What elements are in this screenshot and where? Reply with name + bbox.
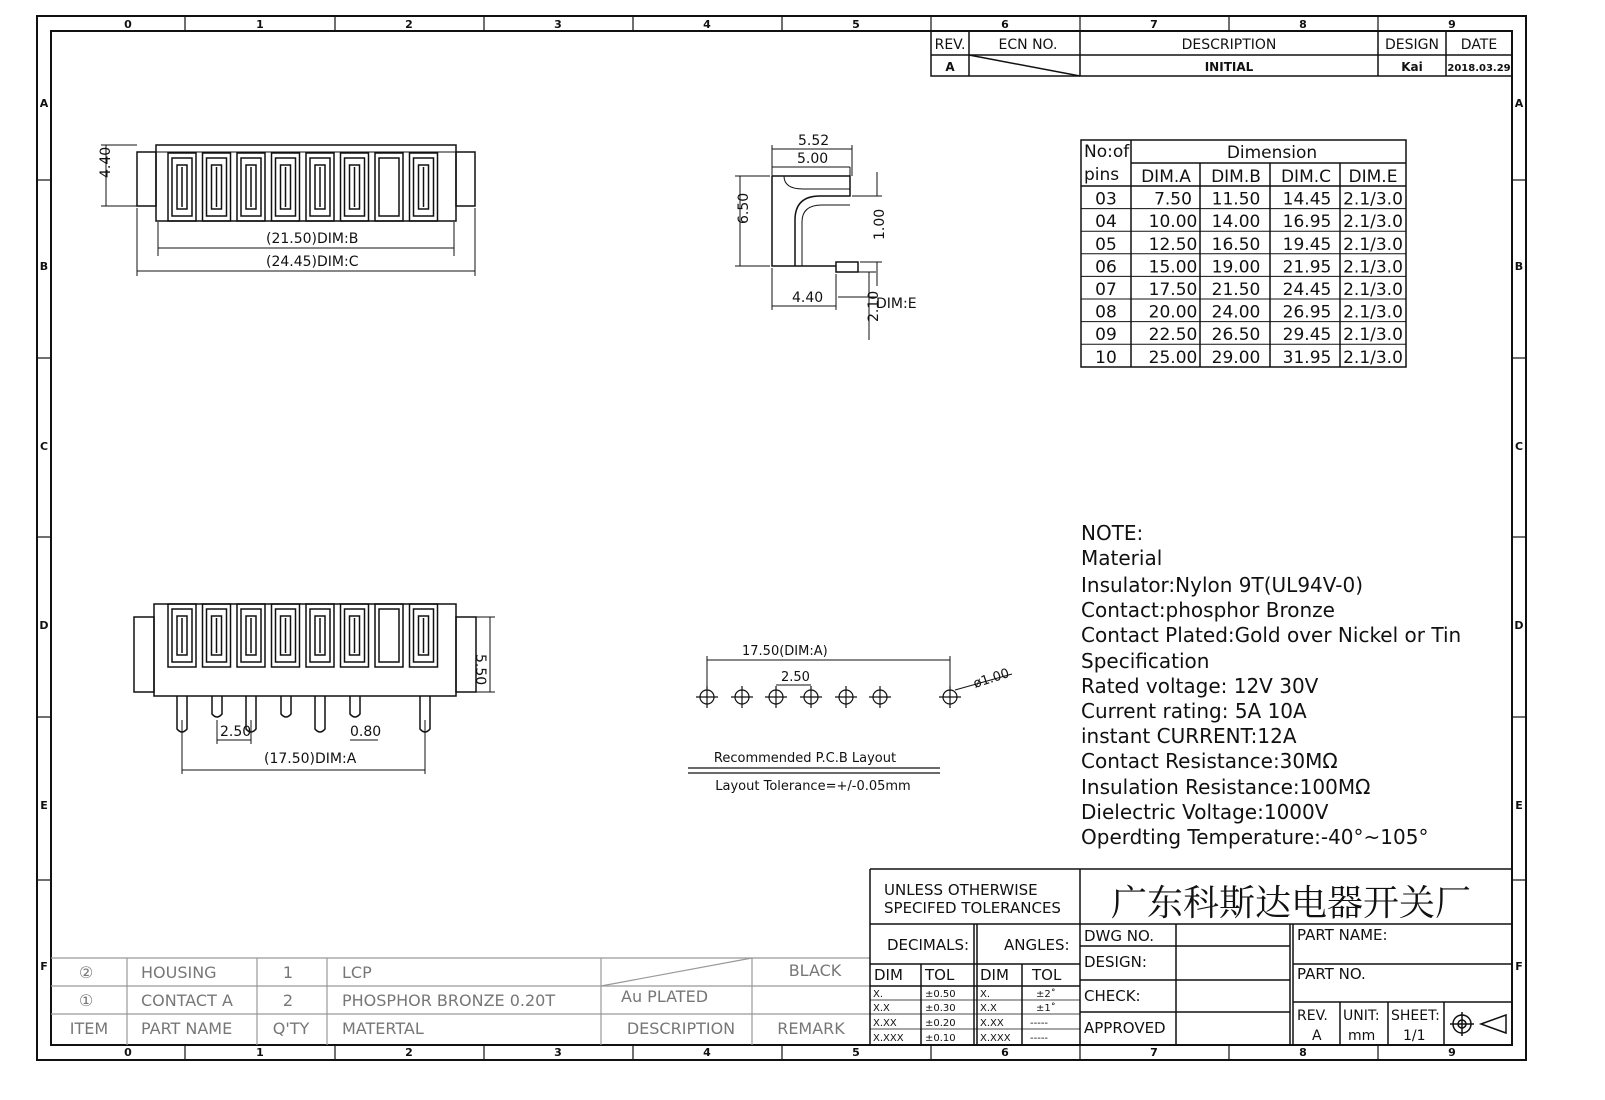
decimal-dim: X.XX: [873, 1018, 897, 1029]
table-pin-count: 04: [1095, 212, 1117, 233]
side-dim-210: 2.10: [866, 290, 882, 322]
zone-col-bottom: 5: [852, 1046, 860, 1059]
side-dim-552: 5.52: [798, 133, 830, 149]
zone-row-right: C: [1514, 440, 1524, 453]
unit-label: UNIT:: [1343, 1008, 1380, 1024]
pin: [315, 696, 325, 732]
front-view: [134, 604, 495, 774]
table-pins-header-1: No:of: [1084, 142, 1130, 162]
rev-value: A: [945, 60, 955, 74]
table-cell: 15.00: [1148, 257, 1198, 278]
table-cell: 31.95: [1282, 347, 1332, 368]
bom-header-description: DESCRIPTION: [626, 1019, 736, 1038]
zone-col-top: 3: [554, 18, 562, 31]
approved-label: APPROVED: [1084, 1019, 1166, 1037]
zone-col-bottom: 4: [703, 1046, 711, 1059]
pin: [281, 696, 291, 717]
sheet-label: SHEET:: [1391, 1008, 1440, 1024]
zone-row-right: B: [1514, 260, 1524, 273]
note-line: Insulation Resistance:100MΩ: [1081, 775, 1371, 799]
table-cell: 14.00: [1211, 212, 1261, 233]
table-pin-count: 06: [1095, 257, 1117, 278]
zone-row-left: D: [39, 619, 49, 632]
title-block: [870, 869, 1512, 1045]
table-cell: 10.00: [1148, 212, 1198, 233]
table-cell: 26.95: [1282, 302, 1332, 323]
zone-col-bottom: 1: [256, 1046, 264, 1059]
pin: [212, 696, 222, 717]
zone-col-bottom: 3: [554, 1046, 562, 1059]
zone-col-top: 2: [405, 18, 413, 31]
decimal-dim: X.X: [873, 1003, 890, 1014]
rev-label: REV.: [1297, 1008, 1328, 1024]
zone-row-left: A: [39, 97, 49, 110]
table-cell: 2.1/3.0: [1343, 257, 1403, 278]
table-cell: 26.50: [1211, 325, 1261, 346]
notes: [1081, 521, 1461, 849]
bom-header-qty: Q'TY: [272, 1019, 310, 1038]
table-pin-count: 03: [1095, 189, 1117, 210]
zone-col-bottom: 2: [405, 1046, 413, 1059]
unit-value: mm: [1348, 1028, 1376, 1044]
top-view-slots: [168, 153, 438, 221]
table-cell: 2.1/3.0: [1343, 302, 1403, 323]
table-cell: 16.95: [1282, 212, 1332, 233]
company-name: 广东科斯达电器开关厂: [1110, 883, 1472, 924]
table-col-header: DIM.C: [1280, 167, 1332, 187]
table-cell: 24.00: [1211, 302, 1261, 323]
pcb-pitch: 2.50: [781, 670, 810, 685]
table-cell: 2.1/3.0: [1343, 234, 1403, 255]
dimension-table: [1081, 140, 1406, 368]
date-value: 2018.03.29: [1447, 63, 1511, 74]
pcb-hole-dim: ø1.00: [971, 666, 1012, 692]
design-value: Kai: [1401, 60, 1423, 74]
zone-row-right: F: [1515, 960, 1523, 973]
table-cell: 11.50: [1211, 189, 1261, 210]
note-line: Rated voltage: 12V 30V: [1081, 674, 1319, 698]
bom-qty: 1: [282, 963, 294, 982]
zone-col-top: 8: [1299, 18, 1307, 31]
design-label: DESIGN:: [1084, 953, 1147, 971]
dim-b-label: (21.50)DIM:B: [266, 231, 359, 247]
cavity-inner: [379, 158, 399, 216]
part-name-label: PART NAME:: [1297, 926, 1388, 944]
zone-col-top: 6: [1001, 18, 1009, 31]
table-col-header: DIM.E: [1348, 167, 1398, 187]
front-pin-dim: 0.80: [350, 724, 382, 740]
bom-description: Au PLATED: [621, 987, 709, 1006]
zone-col-bottom: 0: [124, 1046, 132, 1059]
table-pin-count: 10: [1095, 347, 1117, 368]
table-pin-count: 08: [1095, 302, 1117, 323]
table-cell: 2.1/3.0: [1343, 212, 1403, 233]
table-pins-header-2: pins: [1084, 165, 1120, 185]
angle-tol: ±1˚: [1036, 1003, 1056, 1014]
design-header: DESIGN: [1385, 37, 1439, 53]
ecn-header: ECN NO.: [998, 37, 1058, 53]
table-cell: 22.50: [1148, 325, 1198, 346]
decimal-tol: ±0.50: [925, 989, 956, 1000]
tolerance-title-2: SPECIFED TOLERANCES: [884, 899, 1061, 917]
table-cell: 14.45: [1282, 189, 1332, 210]
table-col-header: DIM.A: [1141, 167, 1191, 187]
front-height-dim: 5.50: [472, 654, 488, 686]
table-cell: 7.50: [1154, 189, 1192, 210]
note-line: Insulator:Nylon 9T(UL94V-0): [1081, 573, 1364, 597]
table-cell: 24.45: [1282, 280, 1332, 300]
angle-dim: X.: [980, 989, 991, 1000]
zone-row-left: C: [39, 440, 49, 453]
zone-col-bottom: 6: [1001, 1046, 1009, 1059]
bom-header-material: MATERTAL: [342, 1019, 424, 1038]
part-no-label: PART NO.: [1297, 965, 1366, 983]
table-cell: 21.95: [1282, 257, 1332, 278]
table-pin-count: 07: [1095, 280, 1117, 300]
note-line: Contact Resistance:30MΩ: [1081, 749, 1338, 773]
table-pin-count: 05: [1095, 234, 1117, 255]
bom-table: [51, 958, 870, 1045]
note-line: Contact Plated:Gold over Nickel or Tin: [1081, 623, 1462, 647]
bom-header-remark: REMARK: [777, 1019, 845, 1038]
note-line: Dielectric Voltage:1000V: [1081, 800, 1329, 824]
rev-value: A: [1312, 1028, 1322, 1044]
decimal-tol: ±0.30: [925, 1003, 956, 1014]
bom-item: ①: [78, 991, 94, 1010]
zone-col-top: 1: [256, 18, 264, 31]
table-pin-count: 09: [1095, 325, 1117, 346]
note-line: instant CURRENT:12A: [1081, 724, 1297, 748]
table-cell: 19.45: [1282, 234, 1332, 255]
angles-label: ANGLES:: [1004, 936, 1070, 954]
table-cell: 2.1/3.0: [1343, 189, 1403, 210]
angle-dim: X.XX: [980, 1018, 1004, 1029]
description-header: DESCRIPTION: [1181, 37, 1277, 53]
bom-material: LCP: [342, 963, 372, 982]
table-cell: 21.50: [1211, 280, 1261, 300]
angle-dim-header: DIM: [980, 966, 1009, 984]
bom-header-name: PART NAME: [141, 1019, 233, 1038]
zone-col-top: 4: [703, 18, 711, 31]
zone-row-left: F: [40, 960, 48, 973]
note-line: Operdting Temperature:-40°~105°: [1081, 825, 1429, 849]
check-label: CHECK:: [1084, 987, 1141, 1005]
bom-remark: BLACK: [788, 961, 842, 980]
table-cell: 2.1/3.0: [1343, 280, 1403, 300]
angle-dim: X.XXX: [980, 1033, 1011, 1044]
table-cell: 16.50: [1211, 234, 1261, 255]
zone-col-bottom: 9: [1448, 1046, 1456, 1059]
dim-a-label: (17.50)DIM:A: [264, 751, 357, 767]
zone-col-bottom: 7: [1150, 1046, 1158, 1059]
tolerance-title-1: UNLESS OTHERWISE: [884, 881, 1038, 899]
side-dim-e: DIM:E: [876, 296, 917, 312]
angle-tol: ±2˚: [1036, 989, 1056, 1000]
description-value: INITIAL: [1204, 60, 1254, 74]
zone-col-top: 9: [1448, 18, 1456, 31]
date-header: DATE: [1460, 37, 1498, 53]
decimals-label: DECIMALS:: [887, 936, 970, 954]
pcb-tolerance: Layout Tolerance=+/-0.05mm: [715, 779, 911, 794]
pcb-layout-title: Recommended P.C.B Layout: [713, 751, 897, 766]
zone-col-top: 7: [1150, 18, 1158, 31]
table-cell: 25.00: [1148, 347, 1198, 368]
zone-col-top: 5: [852, 18, 860, 31]
zone-col-top: 0: [124, 18, 132, 31]
bom-header-item: ITEM: [69, 1019, 109, 1038]
rev-header: REV.: [934, 37, 966, 53]
side-dim-650: 6.50: [736, 192, 752, 224]
side-dim-500: 5.00: [797, 151, 829, 167]
table-cell: 29.00: [1211, 347, 1261, 368]
angle-dim: X.X: [980, 1003, 997, 1014]
zone-row-right: A: [1514, 97, 1524, 110]
note-line: Specification: [1081, 649, 1210, 673]
projection-symbol-icon: [1450, 1012, 1506, 1036]
pin: [350, 696, 360, 717]
table-col-header: DIM.B: [1211, 167, 1261, 187]
table-cell: 17.50: [1148, 280, 1198, 300]
note-line: Contact:phosphor Bronze: [1081, 598, 1335, 622]
note-line: NOTE:: [1081, 521, 1144, 545]
bom-name: HOUSING: [141, 963, 217, 982]
side-view: [735, 145, 882, 340]
table-cell: 29.45: [1282, 325, 1332, 346]
table-cell: 20.00: [1148, 302, 1198, 323]
top-height-dim: 4.40: [98, 146, 114, 178]
decimal-dim: X.XXX: [873, 1033, 904, 1044]
decimal-tol: ±0.10: [925, 1033, 956, 1044]
revision-block: [931, 31, 1512, 76]
zone-row-left: B: [39, 260, 49, 273]
angle-tol: -----: [1030, 1018, 1049, 1029]
dwg-no-label: DWG NO.: [1084, 927, 1154, 945]
note-line: Material: [1081, 546, 1163, 570]
dim-c-label: (24.45)DIM:C: [266, 254, 359, 270]
sheet-value: 1/1: [1403, 1028, 1426, 1044]
bom-item: ②: [78, 963, 94, 982]
table-group-header: Dimension: [1226, 143, 1318, 163]
zone-col-bottom: 8: [1299, 1046, 1307, 1059]
cavity-inner: [379, 609, 399, 662]
bom-qty: 2: [282, 991, 294, 1010]
zone-row-right: D: [1514, 619, 1524, 632]
table-cell: 2.1/3.0: [1343, 347, 1403, 368]
pcb-dim-a: 17.50(DIM:A): [742, 644, 828, 659]
bom-material: PHOSPHOR BRONZE 0.20T: [342, 991, 556, 1010]
zone-row-right: E: [1515, 799, 1523, 812]
zone-row-left: E: [40, 799, 48, 812]
front-pitch-dim: 2.50: [220, 724, 252, 740]
decimal-dim: X.: [873, 989, 884, 1000]
table-cell: 19.00: [1211, 257, 1261, 278]
side-dim-100: 1.00: [872, 208, 888, 240]
note-line: Current rating: 5A 10A: [1081, 699, 1307, 723]
angle-tol-header: TOL: [1032, 966, 1062, 984]
decimal-tol-header: TOL: [925, 966, 955, 984]
side-dim-440: 4.40: [792, 290, 824, 306]
table-cell: 2.1/3.0: [1343, 325, 1403, 346]
table-cell: 12.50: [1148, 234, 1198, 255]
decimal-dim-header: DIM: [874, 966, 903, 984]
angle-tol: -----: [1030, 1033, 1049, 1044]
bom-name: CONTACT A: [141, 991, 233, 1010]
decimal-tol: ±0.20: [925, 1018, 956, 1029]
